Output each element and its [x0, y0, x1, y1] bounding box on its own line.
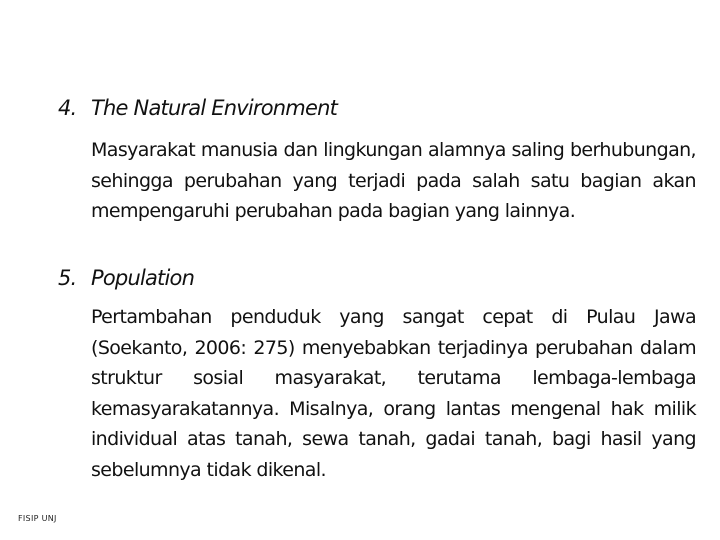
section-heading	[58, 93, 698, 123]
section-natural-environment	[58, 93, 698, 222]
section-population	[58, 263, 698, 481]
section-title: Population	[91, 266, 195, 290]
section-paragraph: Pertambahan penduduk yang sangat cepat di Pulau Jawa (Soekanto, 2006: 275) menyebabkan terjadinya perubahan dalam struktur sosial masyarakat, terutama lembaga-lembaga kemasyarakatannya. Misalnya, orang lantas mengenal hak milik individual atas tanah, sewa tanah, gadai tanah, bagi hasil yang sebelumnya tidak dikenal.	[91, 306, 696, 481]
section-heading	[58, 263, 698, 293]
section-paragraph: Masyarakat manusia dan lingkungan alamnya saling berhubungan, sehingga perubahan yang terjadi pada salah satu bagian akan mempengaruhi perubahan pada bagian yang lainnya.	[91, 139, 696, 222]
section-number: 4.	[58, 96, 77, 120]
footer-label: FISIP UNJ	[18, 514, 57, 523]
section-title: The Natural Environment	[91, 96, 338, 120]
section-number: 5.	[58, 266, 77, 290]
